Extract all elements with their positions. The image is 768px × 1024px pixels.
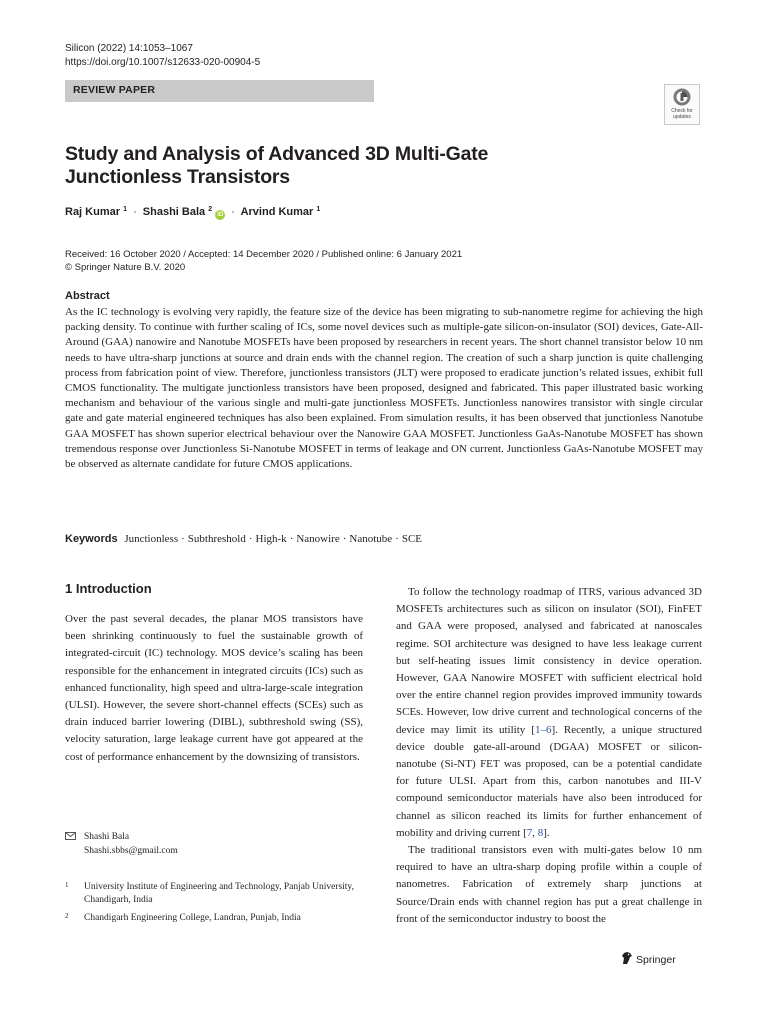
author-affiliation-marker: 2 bbox=[208, 206, 213, 213]
check-for-updates-text: Check for updates bbox=[671, 108, 693, 120]
author-list bbox=[65, 206, 320, 220]
keyword: Nanowire bbox=[296, 533, 340, 545]
intro-right-paragraph-2: The traditional transistors even with multi-gates below 10 nm required to have an ultra-sharp doping profile within a couple of nanometres. Fabrication of extremely sharp junctions at Source/Drain ends with channel region has put a great challenge in front of the semiconductor industry to boost the bbox=[396, 844, 702, 925]
author-separator: · bbox=[231, 206, 235, 218]
affiliation bbox=[65, 881, 365, 909]
affiliation bbox=[65, 912, 365, 928]
intro-right-paragraph-1 bbox=[396, 584, 702, 842]
author-affiliation-marker: 1 bbox=[316, 206, 321, 213]
orcid-icon[interactable]: iD bbox=[217, 212, 224, 218]
keyword: High-k bbox=[255, 533, 287, 545]
author-affiliation-marker: 1 bbox=[123, 206, 127, 213]
reference-separator: , bbox=[532, 826, 538, 839]
corresponding-author-name: Shashi Bala bbox=[84, 832, 130, 842]
article-type-label: REVIEW PAPER bbox=[73, 84, 156, 96]
crossmark-icon bbox=[673, 88, 691, 106]
publisher-name: Springer bbox=[636, 954, 676, 966]
reference-link[interactable]: 7 bbox=[526, 826, 533, 839]
corresponding-author bbox=[65, 830, 365, 860]
intro-right-column bbox=[396, 584, 702, 928]
affiliation-number: 1 bbox=[65, 881, 69, 889]
keyword-separator: · bbox=[248, 533, 253, 545]
corresponding-author-email[interactable]: Shashi.sbbs@gmail.com bbox=[84, 846, 178, 856]
envelope-icon bbox=[65, 832, 76, 840]
keyword: Junctionless bbox=[124, 533, 179, 545]
affiliation-text: Chandigarh Engineering College, Landran, Punjab, India bbox=[84, 913, 301, 923]
author-name[interactable]: Arvind Kumar bbox=[240, 206, 314, 218]
abstract-heading: Abstract bbox=[65, 290, 110, 302]
keyword: SCE bbox=[401, 533, 423, 545]
keyword: Nanotube bbox=[349, 533, 393, 545]
springer-horse-icon bbox=[621, 951, 633, 965]
article-type-banner bbox=[65, 80, 374, 102]
author-separator: · bbox=[133, 206, 137, 218]
author-name[interactable]: Shashi Bala bbox=[142, 206, 206, 218]
keywords-label: Keywords bbox=[65, 533, 118, 545]
article-title: Study and Analysis of Advanced 3D Multi-Gate Junctionless Transistors bbox=[65, 143, 489, 188]
keywords bbox=[65, 533, 422, 545]
abstract-text: As the IC technology is evolving very rapidly, the feature size of the device has been migrating to sub-nanometre regime for achieving the high packing density. To continue with further scaling of ICs, some novel devices such as multiple-gate silicon-on-insulator (SOI) devices, Gate-All-Around (GAA) nanowire and Nanotube MOSFETs have been proposed by researchers in recent years. The short channel transistor below 10 nm needs to have ultra-sharp junctions at source and drain ends with the channel region. The creation of such a sharp junction is quite challenging process from fabrication point of view. Therefore, junctionless transistors (JLT) were proposed to eradicate junction’s related issues, exhibit full CMOS functionality. The multigate junctionless transistors have been proposed, designed and fabricated. This paper illustrated basic working mechanism and behaviour of the various single and multi-gate junctionless MOSFETs. Junctionless nanowires transistor with single circular gate and gate material engineered techniques has also been explained. From simulation results, it has been observed that junctionless Nanotube GAA MOSFET has shown superior electrical behaviour over the Nanowire GAA MOSFET. Junctionless GaAs-Nanotube MOSFET has shown tremendous response over Junctionless Si-Nanotube MOSFET in terms of leakage and ON current. Junctionless GaAs-Nanotube MOSFET may be observed as alternate candidate for future CMOS applications. bbox=[65, 306, 703, 471]
paragraph-text: ]. bbox=[543, 826, 550, 839]
affiliation-number: 2 bbox=[65, 912, 69, 920]
journal-line: Silicon (2022) 14:1053–1067 bbox=[65, 43, 193, 54]
section-heading: 1 Introduction bbox=[65, 581, 152, 596]
keyword-separator: · bbox=[289, 533, 294, 545]
dates-line: Received: 16 October 2020 / Accepted: 14 December 2020 / Published online: 6 January 2021 bbox=[65, 249, 463, 260]
reference-link[interactable]: 1–6 bbox=[534, 723, 552, 736]
keyword-separator: · bbox=[342, 533, 347, 545]
citation-header bbox=[65, 42, 260, 70]
affiliation-text: University Institute of Engineering and Technology, Panjab University, Chandigarh, India bbox=[84, 882, 354, 905]
author-name[interactable]: Raj Kumar bbox=[65, 206, 121, 218]
keyword-separator: · bbox=[181, 533, 185, 545]
paragraph-text: To follow the technology roadmap of ITRS, various advanced 3D MOSFETs architectures such as silicon on insulator (SOI), FinFET and GAA were proposed, analysed and fabricated at nanoscales regime. SOI architecture was designed to have less leakage current but self-heating issues limit consistency in device operation. However, GAA Nanowire MOSFET with sufficient electrical hold over the entire channel region provides improved immunity towards SCEs. However, low drive current and technological concerns of the device may limit its utility [ bbox=[396, 586, 702, 736]
keyword-separator: · bbox=[395, 533, 399, 545]
publication-dates bbox=[65, 248, 462, 274]
copyright-line: © Springer Nature B.V. 2020 bbox=[65, 262, 186, 273]
publisher-logo bbox=[621, 951, 676, 966]
doi-link[interactable]: https://doi.org/10.1007/s12633-020-00904-5 bbox=[65, 57, 261, 68]
keyword: Subthreshold bbox=[187, 533, 246, 545]
reference-link[interactable]: 8 bbox=[537, 826, 544, 839]
intro-left-paragraph: Over the past several decades, the planar MOS transistors have been shrinking continuously to fuel the sustainable growth of integrated-circuit (IC) technology. MOS device’s scaling has been responsible for the enhancement in integrated circuits (ICs) such as enhanced functionality, high speed and ultra-large-scale integration (ULSI). However, the severe short-channel effects (SCEs) such as drain induced barrier lowering (DIBL), subthreshold swing (SS), velocity saturation, large leakage current have got appeared at the cost of performance enhancement by the downsizing of transistors. bbox=[65, 613, 363, 763]
check-for-updates-badge[interactable] bbox=[664, 84, 700, 125]
paragraph-text: ]. Recently, a unique structured device double gate-all-around (DGAA) MOSFET or silicon-nanotube (Si-NT) FET was proposed, can be a potential candidate for future ULSI. Apart from this, carbon nanotubes and III-V compound semiconductor materials have also been introduced for channel as silicon reached its limits for further enhancement of mobility and driving current [ bbox=[396, 723, 702, 839]
